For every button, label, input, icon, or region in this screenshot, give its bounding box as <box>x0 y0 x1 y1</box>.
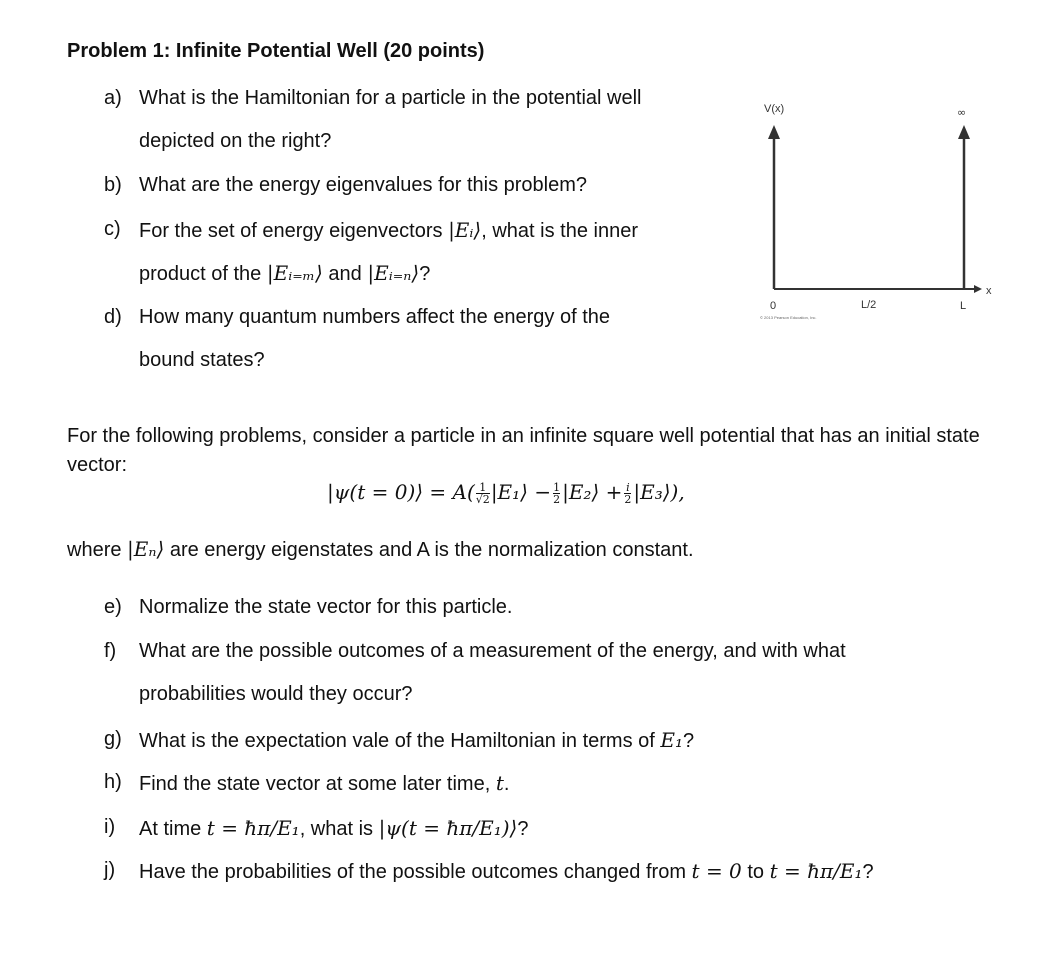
x-axis-arrow <box>974 285 982 293</box>
part-i-text <box>139 816 528 841</box>
part-f-line2: probabilities would they occur? <box>139 683 413 705</box>
fraction-1-denominator: √2 <box>475 493 490 507</box>
infinity-label: ∞ <box>957 106 967 119</box>
part-e-label: e) <box>104 596 122 618</box>
part-j-math2: t = ħπ/E₁ <box>769 859 863 883</box>
intro-paragraph: For the following problems, consider a particle in an infinite square well potential that has an initial state vector: <box>67 425 980 476</box>
part-g-math: E₁ <box>660 728 683 752</box>
ket-m: |Eᵢ₌ₘ⟩ <box>266 261 323 285</box>
part-j-post: ? <box>862 861 874 883</box>
part-c-line1 <box>139 218 638 243</box>
part-g-post: ? <box>683 730 695 752</box>
fraction-1-numerator: 1 <box>476 482 490 494</box>
fraction-3-denominator: 2 <box>624 493 632 507</box>
left-wall-arrow <box>768 125 780 139</box>
part-g-text <box>139 728 694 753</box>
part-c-and: and <box>322 263 368 285</box>
part-j-math1: t = 0 <box>691 859 742 883</box>
part-e-text: Normalize the state vector for this particle. <box>139 596 513 618</box>
part-a-line2: depicted on the right? <box>139 130 332 152</box>
part-a-line1: What is the Hamiltonian for a particle in the potential well <box>139 87 642 109</box>
part-f-label: f) <box>104 640 117 662</box>
fraction-2 <box>553 482 560 505</box>
part-i-math2: |ψ(t = ħπ/E₁)⟩ <box>378 816 518 840</box>
figure-credit: © 2013 Pearson Education, Inc. <box>760 315 817 320</box>
potential-well-figure <box>758 95 1058 355</box>
ket-e1: |E₁⟩ − <box>490 480 552 504</box>
part-h-post: . <box>503 773 510 795</box>
fraction-3 <box>624 482 631 505</box>
where-line <box>67 537 694 562</box>
part-i-post: ? <box>517 818 529 840</box>
part-h-text <box>139 771 509 796</box>
where-post: are energy eigenstates and A is the normalization constant. <box>164 539 694 561</box>
part-j-pre: Have the probabilities of the possible outcomes changed from <box>139 861 692 883</box>
y-axis-label: V(x) <box>764 103 785 115</box>
part-g-pre: What is the expectation vale of the Hamiltonian in terms of <box>139 730 661 752</box>
initial-state-equation <box>327 480 685 505</box>
where-ket: |Eₙ⟩ <box>127 537 165 561</box>
part-b-label: b) <box>104 174 122 196</box>
ket-e3: |E₃⟩), <box>633 480 685 504</box>
part-g-label: g) <box>104 728 122 750</box>
part-c-line1-post: , what is the inner <box>481 220 638 242</box>
problem-title: Problem 1: Infinite Potential Well (20 points) <box>67 40 485 62</box>
fraction-3-numerator: i <box>626 481 630 495</box>
part-i-label: i) <box>104 816 116 838</box>
ket-n: |Eᵢ₌ₙ⟩ <box>367 261 420 285</box>
part-f-line1: What are the possible outcomes of a measurement of the energy, and with what <box>139 640 846 662</box>
end-tick-label: L <box>960 300 967 312</box>
part-c-line1-pre: For the set of energy eigenvectors <box>139 220 449 242</box>
part-i-math1: t = ħπ/E₁ <box>206 816 300 840</box>
mid-tick-label: L/2 <box>861 299 877 311</box>
fraction-1 <box>476 482 490 505</box>
part-j-text <box>139 859 874 884</box>
eigenvector-ket: |Eᵢ⟩ <box>448 218 482 242</box>
part-c-line2 <box>139 261 430 286</box>
part-c-label: c) <box>104 218 121 240</box>
part-h-label: h) <box>104 771 122 793</box>
ket-e2: |E₂⟩ + <box>562 480 623 504</box>
origin-tick-label: 0 <box>770 300 777 312</box>
part-d-label: d) <box>104 306 122 328</box>
part-i-mid: , what is <box>299 818 379 840</box>
part-a-label: a) <box>104 87 122 109</box>
part-b-text: What are the energy eigenvalues for this problem? <box>139 174 588 196</box>
part-d-line2: bound states? <box>139 349 265 371</box>
part-c-line2-post: ? <box>419 263 431 285</box>
part-h-math: t <box>495 771 504 795</box>
fraction-2-denominator: 2 <box>553 493 561 507</box>
fraction-2-numerator: 1 <box>553 481 561 495</box>
equation-lhs: |ψ(t = 0)⟩ = A( <box>327 480 475 504</box>
part-j-label: j) <box>104 859 116 881</box>
where-pre: where <box>67 539 128 561</box>
part-i-pre: At time <box>139 818 207 840</box>
right-wall-arrow <box>958 125 970 139</box>
part-c-line2-pre: product of the <box>139 263 267 285</box>
part-d-line1: How many quantum numbers affect the energy of the <box>139 306 611 328</box>
part-h-pre: Find the state vector at some later time, <box>139 773 496 795</box>
part-j-mid: to <box>741 861 770 883</box>
x-axis-label: x <box>986 285 992 297</box>
